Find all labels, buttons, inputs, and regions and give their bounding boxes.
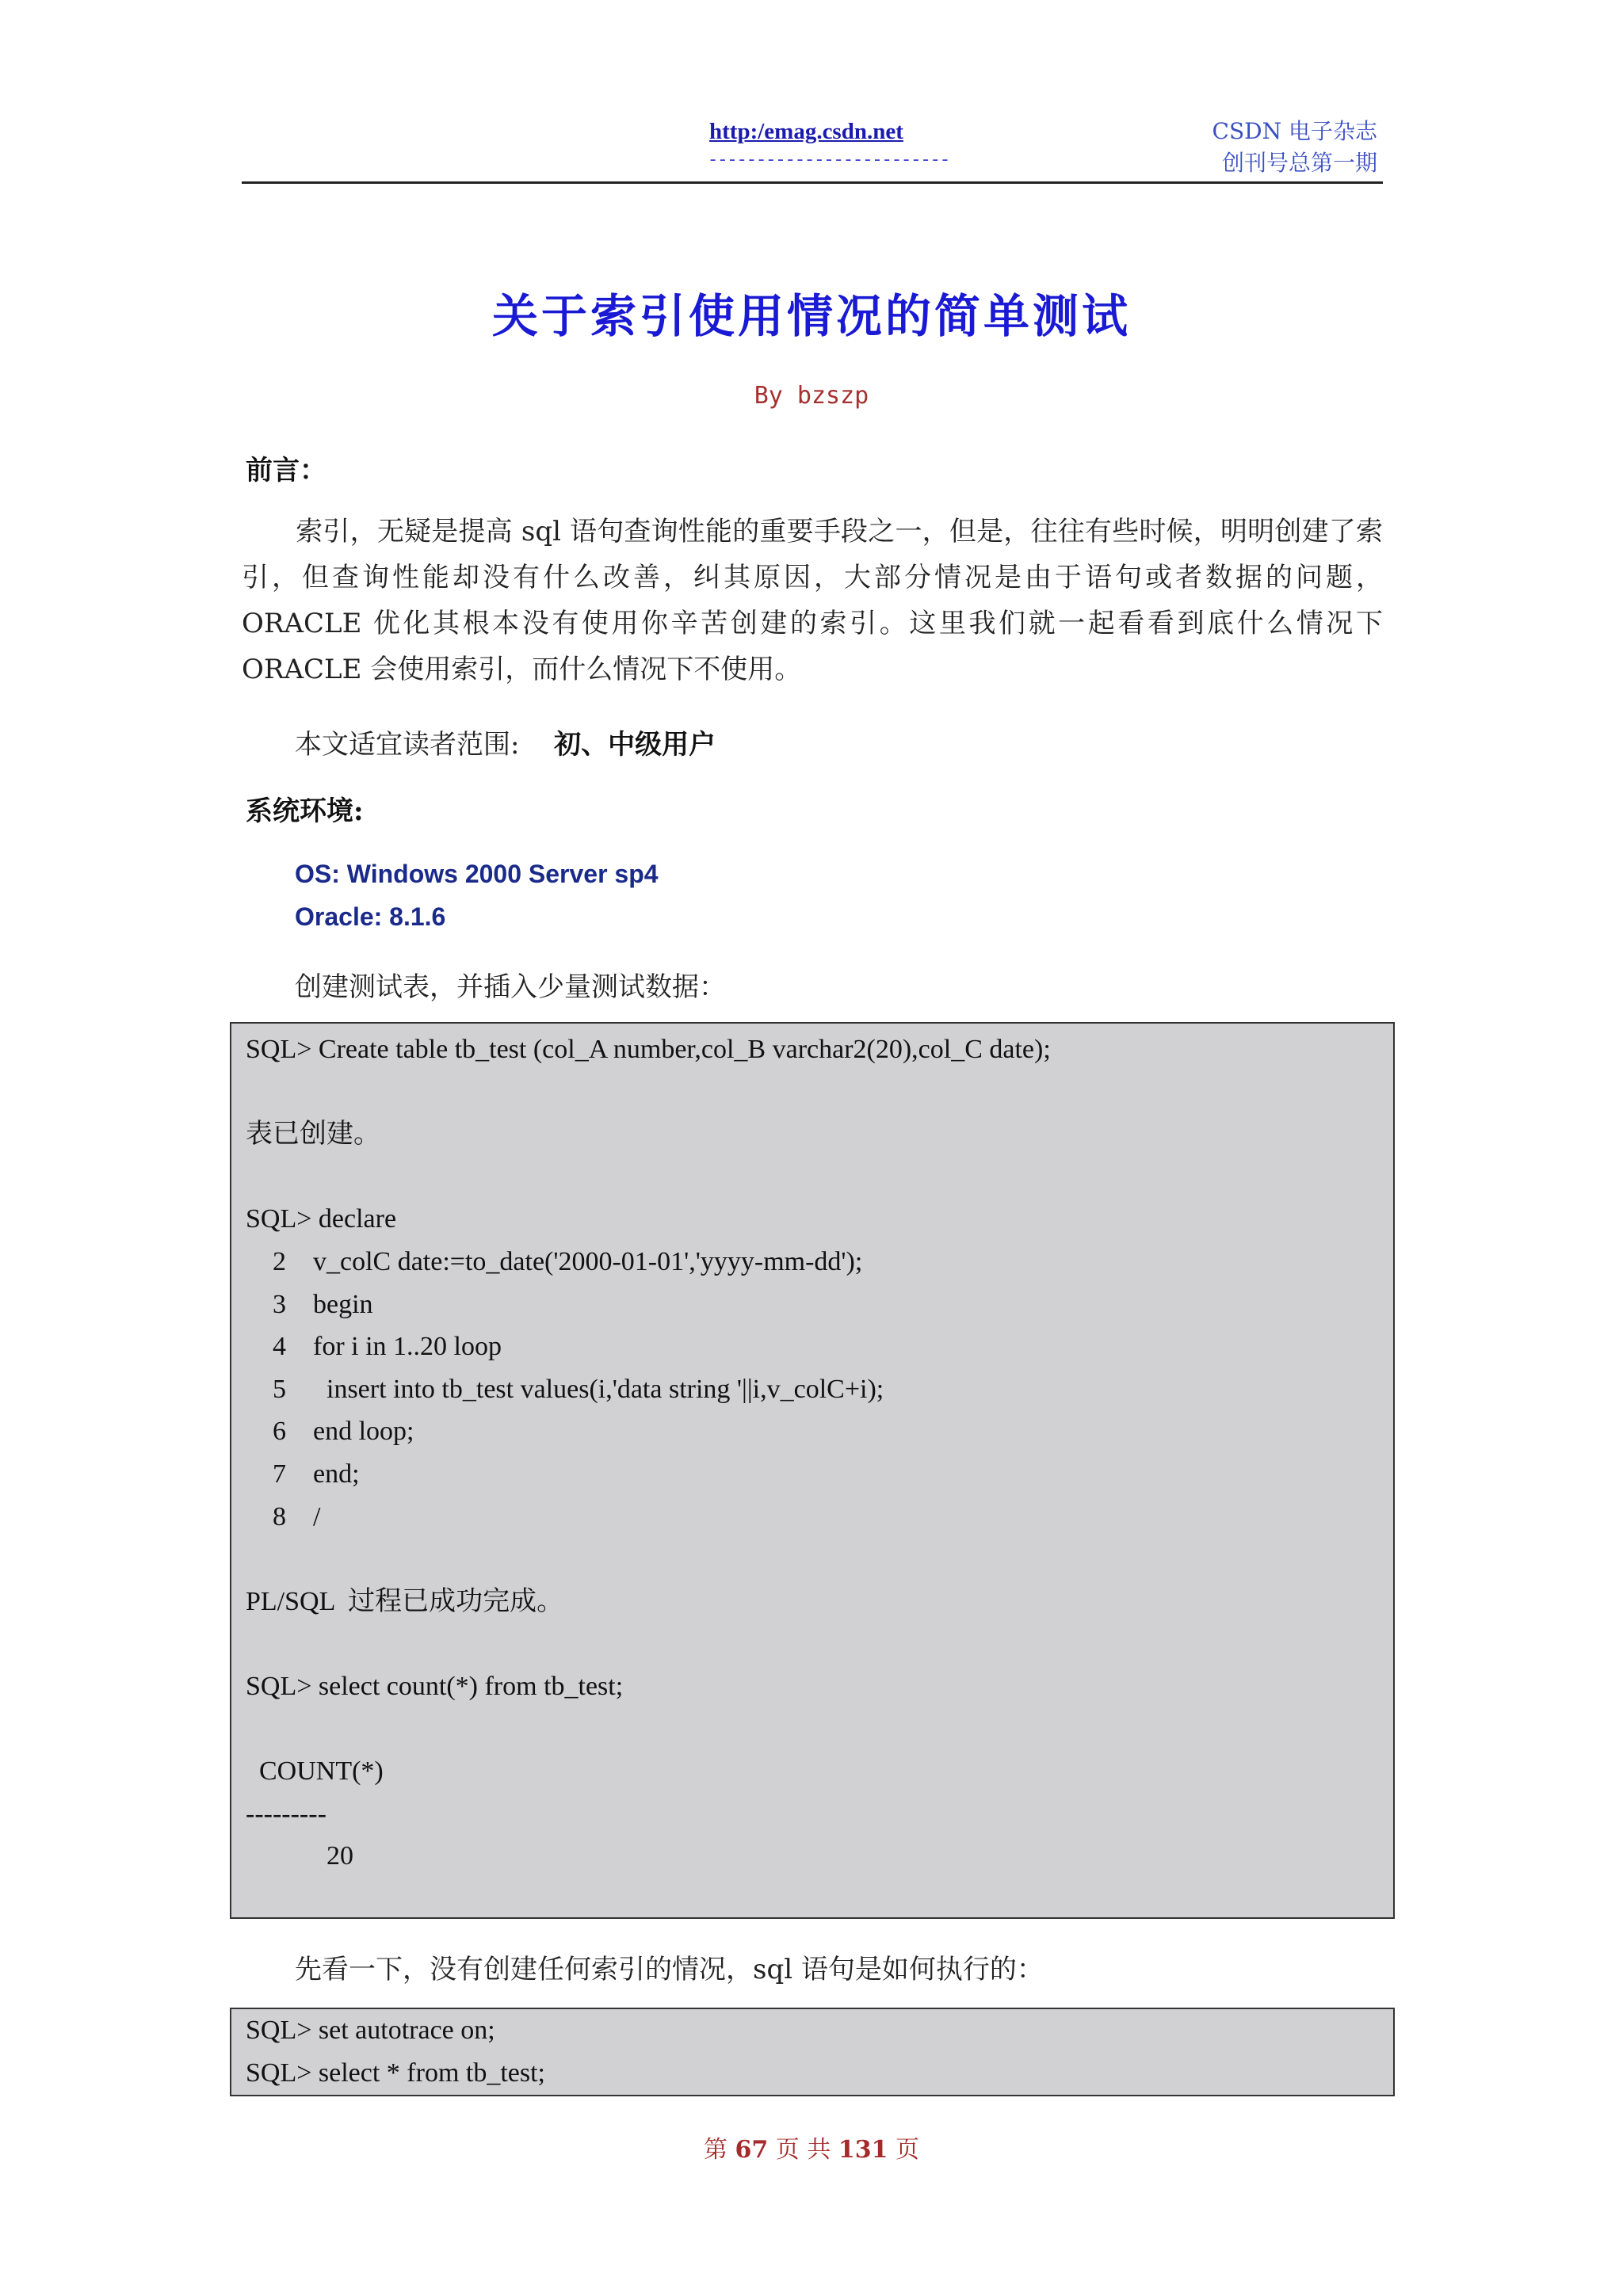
code-block-create-lines (231, 1024, 1393, 1878)
footer-total-pages: 131 (838, 2136, 888, 2164)
header-issue: 创刊号总第一期 (1221, 150, 1377, 176)
code-block-autotrace-lines (231, 2009, 1393, 2094)
code-line: 4 for i in 1..20 loop (246, 1332, 502, 1362)
preface-paragraph (242, 509, 1383, 692)
code-line: 5 insert into tb_test values(i,'data string '||i,v_colC+i); (246, 1374, 884, 1404)
code-block-create (230, 1022, 1395, 1919)
code-line: 20 (246, 1841, 353, 1871)
sysenv-list (295, 852, 659, 938)
code-line (246, 1071, 1393, 1114)
preface-heading: 前言： (246, 455, 327, 486)
create-intro: 创建测试表，并插入少量测试数据： (295, 971, 726, 1003)
code-line: 表已创建。 (246, 1119, 380, 1150)
footer-page-number: 67 (735, 2136, 769, 2164)
code-line: SQL> set autotrace on; (246, 2016, 495, 2045)
code-line: 6 end loop; (246, 1417, 414, 1447)
header-url-link[interactable]: http:/emag.csdn.net (709, 119, 903, 144)
audience-line (295, 723, 716, 761)
code-line: SQL> select count(*) from tb_test; (246, 1671, 624, 1701)
audience-value: 初、中级用户 (554, 729, 716, 761)
code-line: SQL> Create table tb_test (col_A number,col_B varchar2(20),col_C date); (246, 1035, 1051, 1064)
preface-text: 索引，无疑是提高 sql 语句查询性能的重要手段之一，但是，往往有些时候，明明创建了索引，但查询性能却没有什么改善，纠其原因，大部分情况是由于语句或者数据的问题，ORACLE 优化其根本没有使用你辛苦创建的索引。这里我们就一起看看到底什么情况下 ORACLE 会使用索引，而什么情况下不使用。 (242, 516, 1383, 685)
code-line: 7 end; (246, 1459, 360, 1489)
sysenv-oracle: Oracle: 8.1.6 (295, 902, 446, 931)
code-line: PL/SQL 过程已成功完成。 (246, 1586, 564, 1616)
header-magazine-info (1212, 116, 1377, 179)
code-line: 8 / (246, 1501, 321, 1531)
code-line: 3 begin (246, 1289, 373, 1319)
header-magazine-name: CSDN 电子杂志 (1212, 118, 1377, 144)
header-url-underline: ------------------------- (708, 151, 950, 170)
article-title: 关于索引使用情况的简单测试 (491, 289, 1131, 343)
code-line (246, 1156, 1393, 1199)
audience-label: 本文适宜读者范围: (295, 729, 520, 761)
page-footer (0, 2130, 1623, 2164)
code-line: --------- (246, 1798, 327, 1829)
sysenv-os: OS: Windows 2000 Server sp4 (295, 860, 659, 888)
article-byline: By bzszp (754, 382, 869, 410)
code-line (246, 1708, 1393, 1751)
code-line (246, 1538, 1393, 1581)
footer-suffix: 页 (896, 2136, 920, 2164)
code-line: COUNT(*) (246, 1756, 384, 1787)
footer-mid1: 页 (775, 2136, 800, 2164)
footer-prefix: 第 (703, 2136, 727, 2164)
sysenv-heading: 系统环境: (246, 795, 364, 827)
code-line: SQL> declare (246, 1204, 397, 1234)
footer-mid2: 共 (807, 2136, 831, 2164)
code-block-autotrace (230, 2008, 1395, 2096)
header-divider (242, 181, 1383, 184)
code-line (246, 1623, 1393, 1665)
exec-intro: 先看一下，没有创建任何索引的情况，sql 语句是如何执行的： (295, 1954, 1044, 1985)
code-line: SQL> select * from tb_test; (246, 2058, 546, 2088)
code-line: 2 v_colC date:=to_date('2000-01-01','yyyy-mm-dd'); (246, 1246, 863, 1276)
